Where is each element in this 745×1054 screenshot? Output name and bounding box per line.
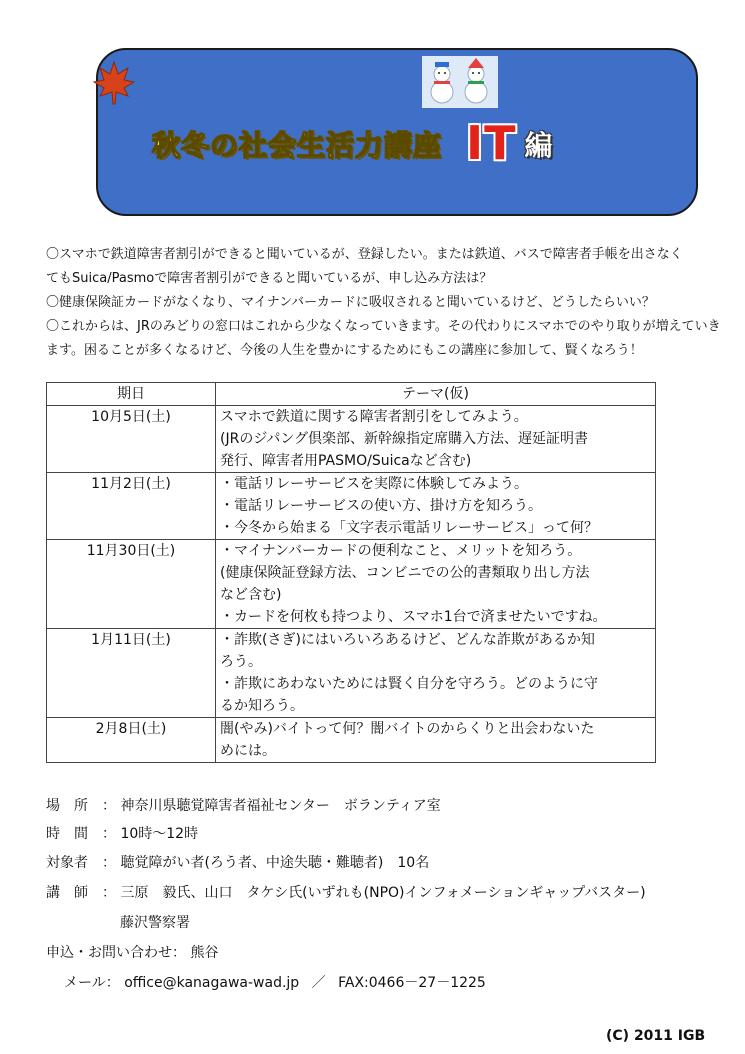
table-row [47, 473, 656, 540]
banner-title [152, 118, 554, 168]
maple-leaf-icon [92, 58, 136, 106]
contact-value: 熊谷 [190, 945, 219, 961]
title-hen: 編 [524, 129, 554, 162]
session-date: 11月30日(土) [47, 540, 216, 629]
theme-line: ・詐欺(さぎ)にはいろいろあるけど、どんな詐欺があるか知 [220, 632, 595, 648]
theme-line: (JRのジパング倶楽部、新幹線指定席購入方法、遅延証明書 [220, 431, 589, 447]
theme-line: ・カードを何枚も持つより、スマホ1台で済ませたいですね。 [220, 609, 607, 625]
table-header-row [47, 383, 656, 406]
session-theme [216, 629, 656, 718]
theme-line: ・電話リレーサービスの使い方、掛け方を知ろう。 [220, 498, 542, 514]
intro-text [46, 243, 721, 363]
lecturer-value-2: 藤沢警察署 [120, 915, 190, 931]
fax-value: FAX:0466－27－1225 [338, 975, 486, 991]
mail-row [46, 968, 726, 998]
theme-line: めには。 [220, 743, 276, 759]
target-value: 聴覚障がい者(ろう者、中途失聴・難聴者) 10名 [120, 855, 430, 871]
title-it: IT [466, 116, 517, 170]
theme-line: ろう。 [220, 654, 262, 670]
session-date: 2月8日(土) [47, 718, 216, 763]
session-date: 11月2日(土) [47, 473, 216, 540]
session-date: 10月5日(土) [47, 406, 216, 473]
theme-line: ・今冬から始まる「文字表示電話リレーサービス」って何？ [220, 520, 598, 536]
contact-label: 申込・お問い合わせ： [46, 945, 186, 961]
lecturer-row-2 [46, 908, 726, 938]
time-label: 時 間 ： [46, 826, 116, 842]
place-label: 場 所 ： [46, 798, 116, 814]
place-value: 神奈川県聴覚障害者福祉センター ボランティア室 [120, 798, 441, 814]
header-date: 期日 [47, 383, 216, 406]
target-row [46, 848, 726, 878]
lecturer-row [46, 878, 726, 908]
copyright: (C) 2011 IGB [606, 1028, 706, 1044]
event-info [46, 792, 726, 998]
lecturer-value: 三原 毅氏、山口 タケシ氏(いずれも(NPO)インフォメーションギャップバスター) [120, 885, 646, 901]
header-theme: テーマ(仮) [216, 383, 656, 406]
schedule-table [46, 382, 656, 763]
mail-link[interactable]: office@kanagawa-wad.jp [124, 975, 300, 991]
session-theme [216, 406, 656, 473]
theme-line: スマホで鉄道に関する障害者割引をしてみよう。 [220, 409, 528, 425]
table-row [47, 540, 656, 629]
lecturer-label: 講 師 ： [46, 885, 116, 901]
intro-line: てもSuica/Pasmoで障害者割引ができると聞いているが、申し込み方法は？ [46, 271, 493, 286]
intro-line: 〇これからは、JRのみどりの窓口はこれから少なくなっていきます。その代わりにスマホでのやり取りが増えていき [46, 319, 721, 334]
intro-line: 〇スマホで鉄道障害者割引ができると聞いているが、登録したい。または鉄道、バスで障害者手帳を出さなく [46, 247, 683, 262]
theme-line: (健康保険証登録方法、コンビニでの公的書類取り出し方法 [220, 565, 590, 581]
session-theme [216, 718, 656, 763]
theme-line: ・電話リレーサービスを実際に体験してみよう。 [220, 476, 528, 492]
separator: ／ [311, 975, 326, 991]
table-row [47, 718, 656, 763]
mail-label: メール： [64, 975, 120, 991]
table-row [47, 406, 656, 473]
theme-line: るか知ろう。 [220, 698, 304, 714]
theme-line: ・マイナンバーカードの便利なこと、メリットを知ろう。 [220, 543, 582, 559]
session-theme [216, 540, 656, 629]
contact-row [46, 938, 726, 968]
theme-line: 闇(やみ)バイトって何？闇バイトのからくりと出会わないた [220, 721, 595, 737]
table-row [47, 629, 656, 718]
snowman-icon [422, 56, 498, 108]
place-row [46, 792, 726, 820]
time-row [46, 820, 726, 848]
title-main: 秋冬の社会生活力講座 [152, 129, 443, 162]
theme-line: ・詐欺にあわないためには賢く自分を守ろう。どのように守 [220, 676, 598, 692]
target-label: 対象者 ： [46, 855, 116, 871]
theme-line: など含む) [220, 587, 282, 603]
session-date: 1月11日(土) [47, 629, 216, 718]
time-value: 10時～12時 [120, 826, 199, 842]
session-theme [216, 473, 656, 540]
intro-line: 〇健康保険証カードがなくなり、マイナンバーカードに吸収されると聞いているけど、どうしたらいい？ [46, 295, 655, 310]
theme-line: 発行、障害者用PASMO/Suicaなど含む) [220, 453, 472, 469]
intro-line: ます。困ることが多くなるけど、今後の人生を豊かにするためにもこの講座に参加して、賢くなろう！ [46, 343, 643, 358]
